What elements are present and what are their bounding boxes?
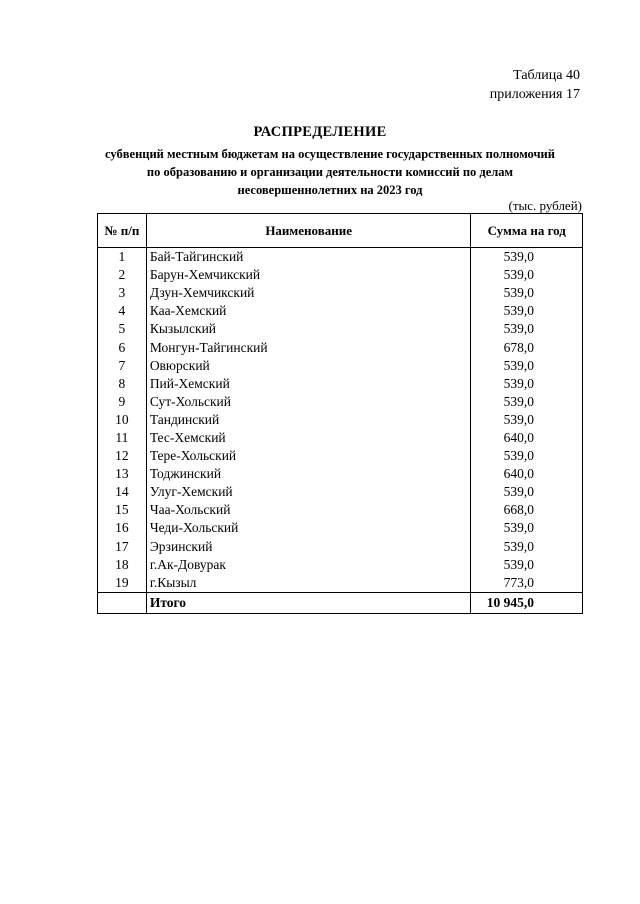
table-row [98,538,583,556]
row-name: Улуг-Хемский [146,483,471,501]
row-number: 14 [98,483,147,501]
total-label: Итого [146,592,471,613]
row-sum: 539,0 [471,447,583,465]
row-name: Пий-Хемский [146,375,471,393]
table-number: Таблица 40 [513,68,580,83]
column-header-name: Наименование [146,214,471,248]
row-sum: 773,0 [471,574,583,593]
table-row [98,248,583,267]
row-name: Эрзинский [146,538,471,556]
row-name: Сут-Хольский [146,393,471,411]
row-sum: 539,0 [471,357,583,375]
row-sum: 539,0 [471,375,583,393]
row-sum: 539,0 [471,393,583,411]
row-sum: 640,0 [471,429,583,447]
table-row [98,393,583,411]
column-header-sum: Сумма на год [471,214,583,248]
table-row [98,302,583,320]
table-row [98,375,583,393]
table-row [98,519,583,537]
row-sum: 539,0 [471,519,583,537]
row-name: Чеди-Хольский [146,519,471,537]
row-number: 5 [98,320,147,338]
table-row [98,338,583,356]
total-row [98,592,583,613]
row-name: Каа-Хемский [146,302,471,320]
table-row [98,483,583,501]
row-number: 9 [98,393,147,411]
row-name: Тандинский [146,411,471,429]
row-number: 11 [98,429,147,447]
row-number: 15 [98,501,147,519]
row-sum: 539,0 [471,556,583,574]
row-name: Дзун-Хемчикский [146,284,471,302]
row-name: Овюрский [146,357,471,375]
document-title: РАСПРЕДЕЛЕНИЕ [253,124,387,140]
row-sum: 539,0 [471,320,583,338]
table-row [98,447,583,465]
row-sum: 539,0 [471,411,583,429]
row-number: 17 [98,538,147,556]
row-number: 13 [98,465,147,483]
row-number: 7 [98,357,147,375]
table-row [98,574,583,593]
row-name: Тоджинский [146,465,471,483]
table-row [98,284,583,302]
subtitle-line-3: несовершеннолетних на 2023 год [237,183,423,197]
row-number: 12 [98,447,147,465]
row-sum: 678,0 [471,338,583,356]
row-name: Тере-Хольский [146,447,471,465]
row-number: 3 [98,284,147,302]
table-row [98,266,583,284]
subtitle-line-1: субвенций местным бюджетам на осуществление государственных полномочий [105,147,555,161]
row-number: 16 [98,519,147,537]
table-row [98,429,583,447]
table-row [98,556,583,574]
row-name: Кызылский [146,320,471,338]
row-sum: 539,0 [471,266,583,284]
row-name: Монгун-Тайгинский [146,338,471,356]
row-sum: 640,0 [471,465,583,483]
table-header-row [98,214,583,248]
subtitle-line-2: по образованию и организации деятельности комиссий по делам [146,165,514,179]
table-body [98,248,583,614]
row-number: 18 [98,556,147,574]
row-name: Барун-Хемчикский [146,266,471,284]
table-row [98,357,583,375]
row-name: Чаа-Хольский [146,501,471,519]
row-number: 8 [98,375,147,393]
row-number: 4 [98,302,147,320]
total-number-cell [98,592,147,613]
row-sum: 539,0 [471,538,583,556]
row-sum: 539,0 [471,284,583,302]
table-row [98,320,583,338]
appendix-reference: приложения 17 [489,87,580,102]
row-name: г.Кызыл [146,574,471,593]
row-number: 1 [98,248,147,267]
row-name: Тес-Хемский [146,429,471,447]
table-row [98,501,583,519]
units-label: (тыс. рублей) [508,198,582,213]
total-sum: 10 945,0 [471,592,583,613]
row-name: Бай-Тайгинский [146,248,471,267]
table-row [98,465,583,483]
row-number: 19 [98,574,147,593]
row-sum: 539,0 [471,248,583,267]
table-reference [490,66,580,104]
distribution-table [97,213,583,614]
row-number: 10 [98,411,147,429]
row-sum: 539,0 [471,302,583,320]
row-number: 6 [98,338,147,356]
row-name: г.Ак-Довурак [146,556,471,574]
row-number: 2 [98,266,147,284]
column-header-number: № п/п [98,214,147,248]
row-sum: 668,0 [471,501,583,519]
row-sum: 539,0 [471,483,583,501]
table-row [98,411,583,429]
document-subtitle [80,145,580,199]
